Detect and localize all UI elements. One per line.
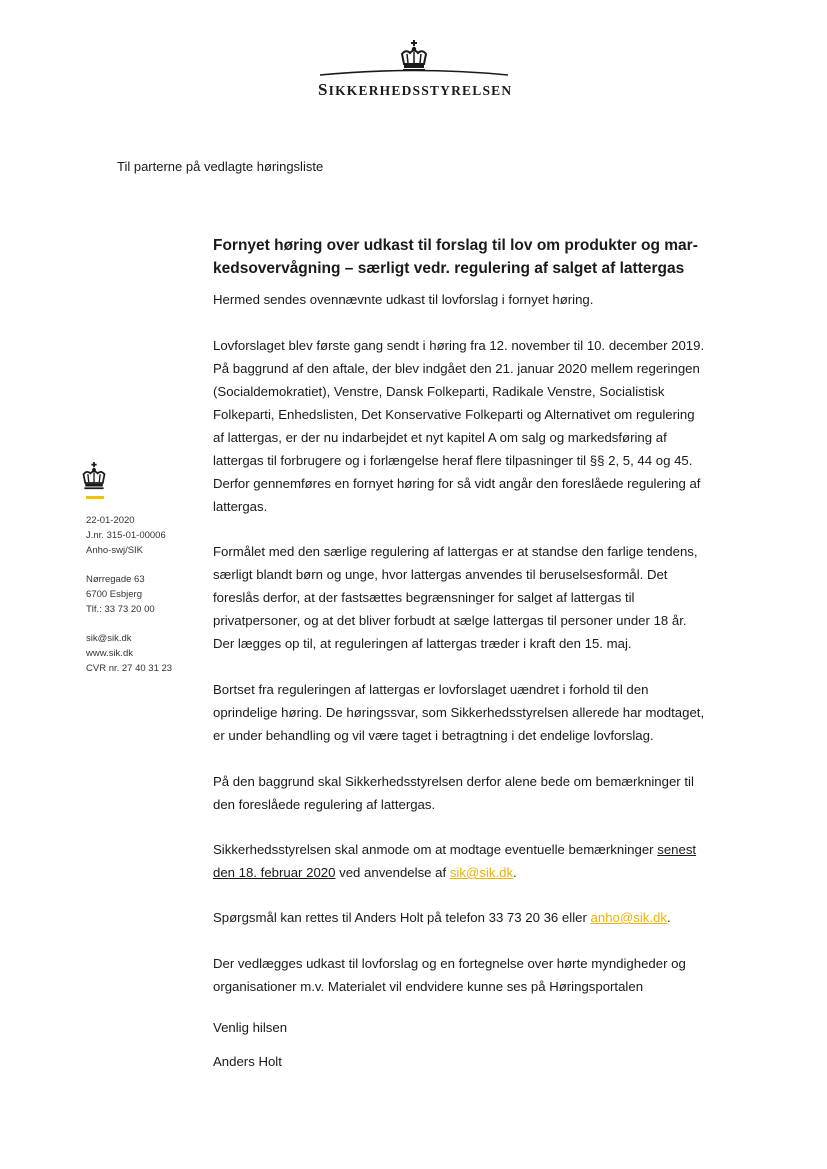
paragraph-unchanged: Bortset fra reguleringen af lattergas er lovforslaget uændret i forhold til den oprindelige høring. De høringssvar, som Sikkerhedsstyrelsen allerede har modtaget, er under behandling og vil være taget i betragtning i det endelige lovforslag. xyxy=(213,682,705,743)
paragraph-background: Lovforslaget blev første gang sendt i høring fra 12. november til 10. december 2019. På baggrund af den aftale, der blev indgået den 21. januar 2020 mellem regeringen (Socialdemokratiet), Venstre, Dansk Folkeparti, Radikale Venstre, Socialistisk Folkeparti, Enhedslisten, Det Konservative Folkeparti og Alternativet om regulering af lattergas, er der nu indarbejdet et nyt kapitel A om salg og markedsføring af lattergas til forbrugere og i forlængelse heraf flere tilpasninger til §§ 2, 5, 44 og 45. Derfor gennemføres en fornyet høring for så vidt angår den foreslåede regulering af lattergas. xyxy=(213,338,705,514)
crown-icon xyxy=(80,462,108,490)
deadline-text-c: . xyxy=(513,865,517,880)
email-link-anho[interactable]: anho@sik.dk xyxy=(590,910,667,925)
logo xyxy=(318,40,513,100)
journal-number: J.nr. 315-01-00006 xyxy=(86,530,166,541)
questions-text-a: Spørgsmål kan rettes til Anders Holt på telefon 33 73 20 36 eller xyxy=(213,910,591,925)
phone-number: Tlf.: 33 73 20 00 xyxy=(86,604,155,615)
letter-date: 22-01-2020 xyxy=(86,515,135,526)
paragraph-intro: Hermed sendes ovennævnte udkast til lovforslag i fornyet høring. xyxy=(213,292,594,307)
address-street: Nørregade 63 xyxy=(86,574,145,585)
signature: Anders Holt xyxy=(213,1054,282,1069)
recipient-line: Til parterne på vedlagte høringsliste xyxy=(117,159,324,174)
brand-wordmark: SIKKERHEDSSTYRELSEN xyxy=(318,80,513,99)
deadline-text-b: ved anvendelse af xyxy=(335,865,450,880)
questions-text-b: . xyxy=(666,910,671,925)
sender-sidebar xyxy=(86,462,196,676)
cvr-number: CVR nr. 27 40 31 23 xyxy=(86,663,173,674)
letter-heading xyxy=(213,234,703,280)
website[interactable]: www.sik.dk xyxy=(86,648,133,659)
paragraph-purpose: Formålet med den særlige regulering af lattergas er at standse den farlige tendens, særligt blandt børn og unge, hvor lattergas anvendes til beruselsesformål. Det foreslås derfor, at der fastsættes begrænsninger for salget af lattergas til privatpersoner, og at det bliver forbudt at sælge lattergas til personer under 18 år. Der lægges op til, at reguleringen af lattergas træder i kraft den 15. maj. xyxy=(213,544,698,651)
closing: Venlig hilsen xyxy=(213,1020,288,1035)
heading-line-1: Fornyet høring over udkast til forslag til lov om produkter og mar- xyxy=(213,237,698,254)
case-initials: Anho-swj/SIK xyxy=(86,545,144,556)
deadline-text-a: Sikkerhedsstyrelsen skal anmode om at modtage eventuelle bemærkninger xyxy=(213,842,658,857)
contact-email[interactable]: sik@sik.dk xyxy=(86,633,132,644)
paragraph-questions xyxy=(213,906,705,929)
accent-bar xyxy=(86,496,104,499)
email-link-sik[interactable]: sik@sik.dk xyxy=(449,865,514,880)
paragraph-attachments: Der vedlægges udkast til lovforslag og en fortegnelse over hørte myndigheder og organisationer m.v. Materialet vil endvidere kunne ses på Høringsportalen xyxy=(213,956,686,994)
address-city: 6700 Esbjerg xyxy=(86,589,142,600)
paragraph-deadline xyxy=(213,838,705,884)
paragraph-remarks: På den baggrund skal Sikkerhedsstyrelsen derfor alene bede om bemærkninger til den foreslåede regulering af lattergas. xyxy=(213,774,694,812)
heading-line-2: kedsovervågning – særligt vedr. regulering af salget af lattergas xyxy=(213,260,685,277)
deadline-date: senest den 18. februar 2020 xyxy=(213,842,697,880)
